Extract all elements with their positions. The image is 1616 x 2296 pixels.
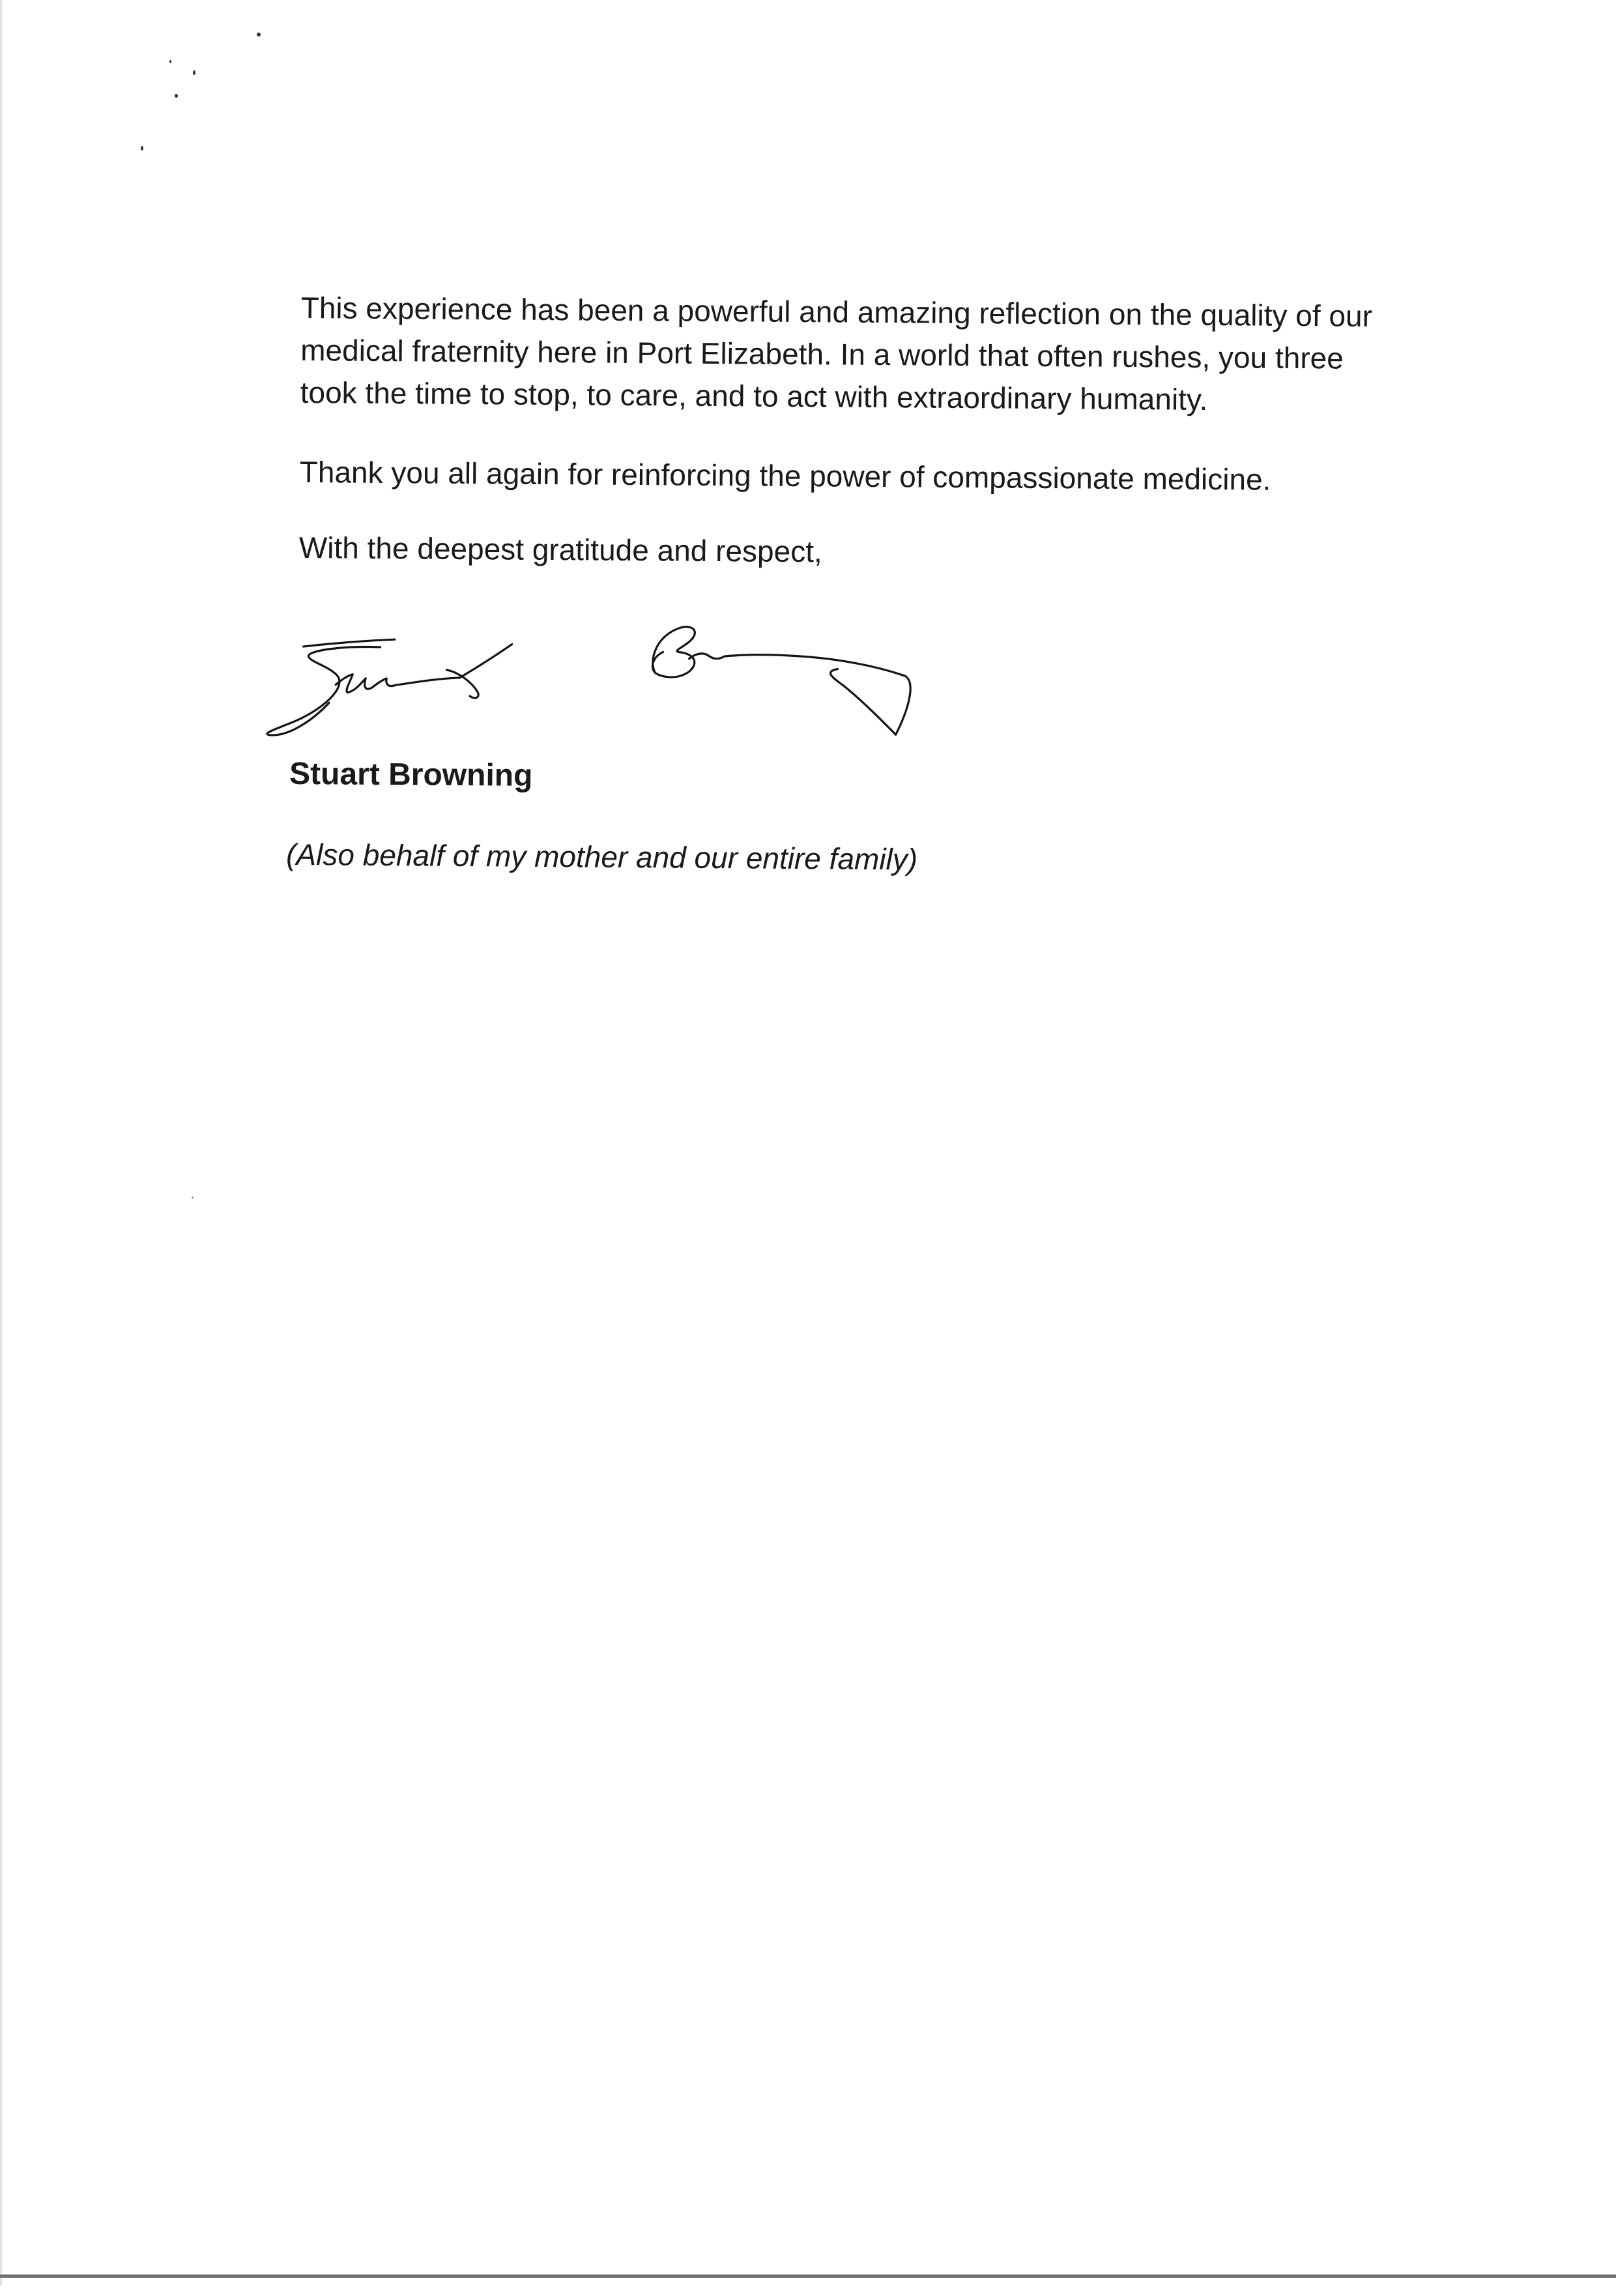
- paragraph-line: This experience has been a powerful and amazing reflection on the quality of our: [300, 291, 1373, 333]
- signatory-name: Stuart Browning: [289, 756, 533, 793]
- paragraph-line: medical fraternity here in Port Elizabeth. In a world that often rushes, you three: [300, 333, 1344, 375]
- paragraph-line: took the time to stop, to care, and to act with extraordinary humanity.: [300, 375, 1208, 416]
- scan-bottom-edge: [0, 2274, 1616, 2278]
- body-paragraph-1: [300, 287, 1473, 423]
- handwritten-signature: [263, 619, 949, 774]
- body-paragraph-2: Thank you all again for reinforcing the power of compassionate medicine.: [299, 455, 1271, 497]
- closing-line: With the deepest gratitude and respect,: [298, 530, 822, 569]
- postscript-note: (Also behalf of my mother and our entire family): [285, 837, 918, 877]
